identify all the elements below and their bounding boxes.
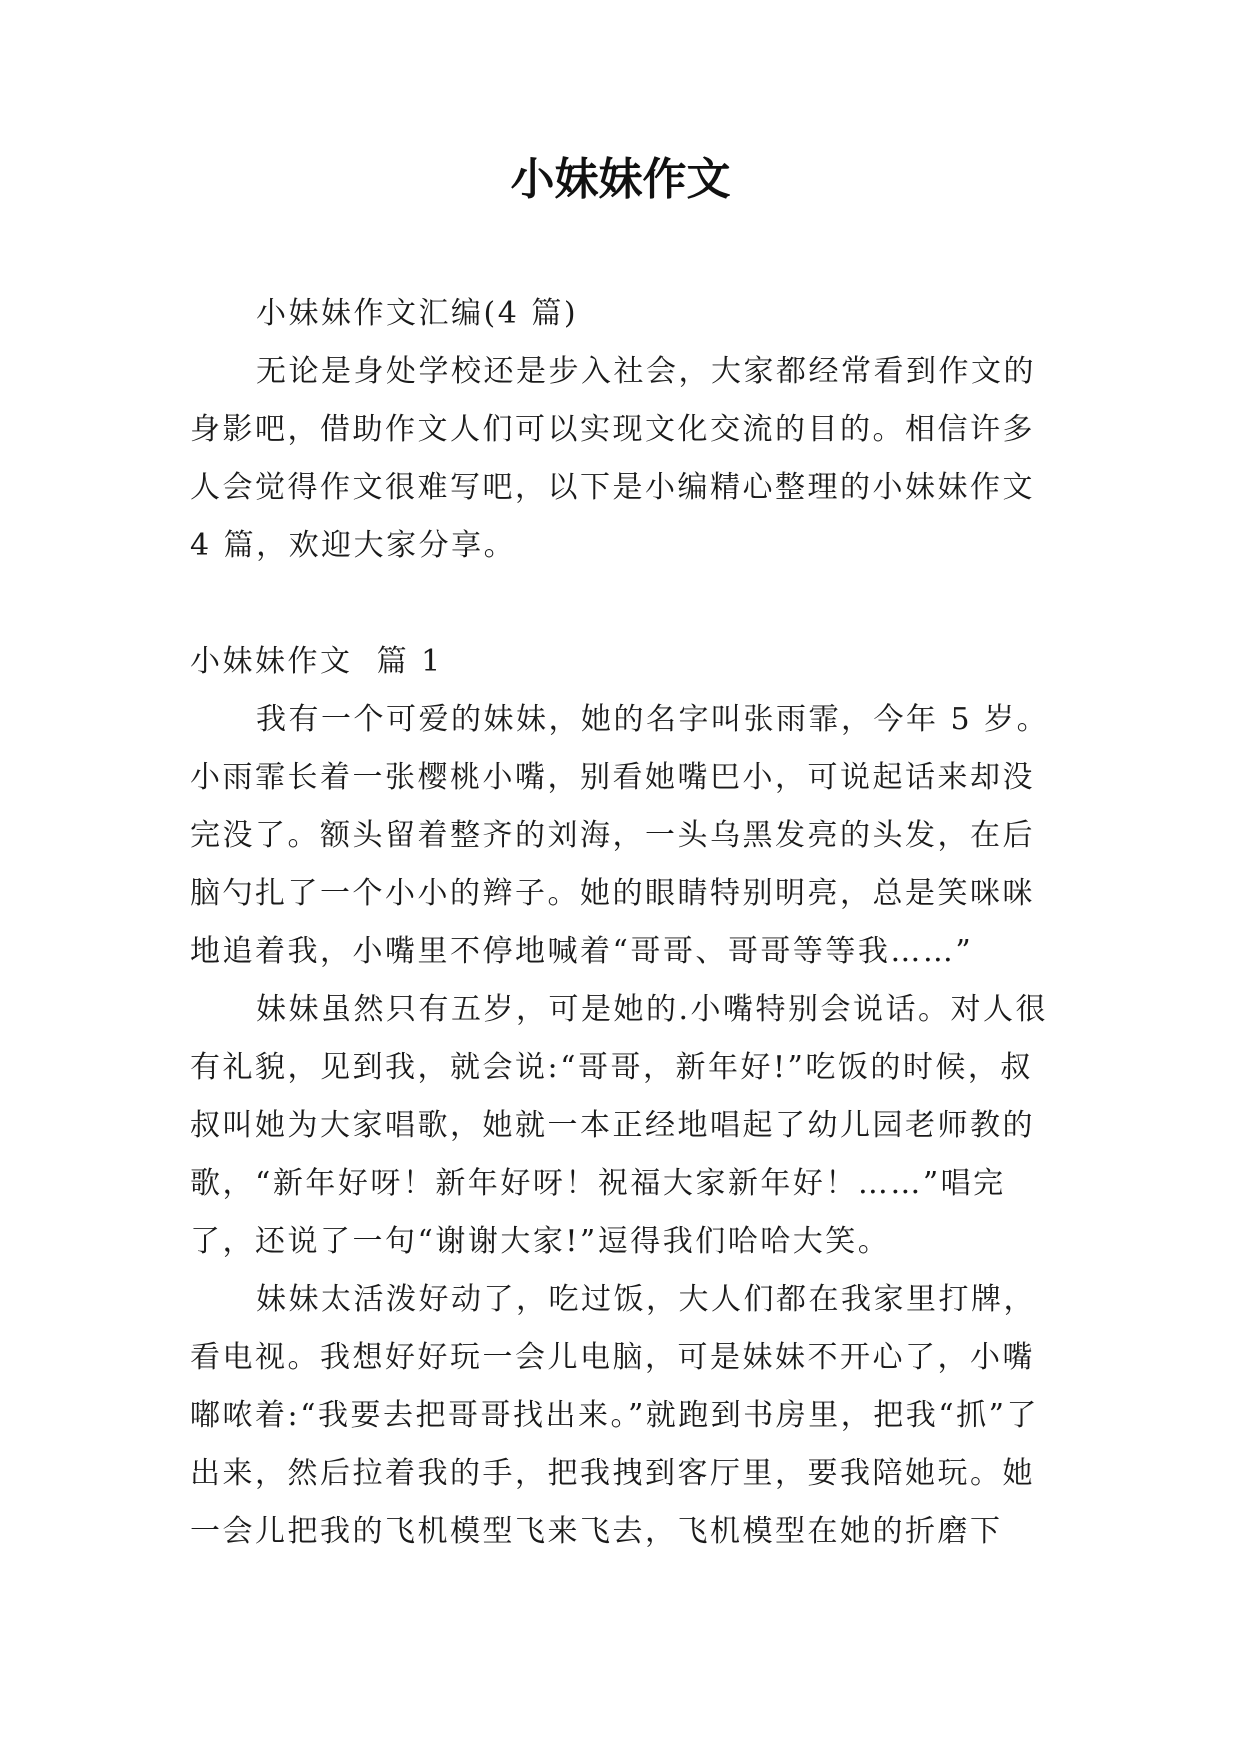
document-subtitle: 小妹妹作文汇编(4 篇) xyxy=(256,296,579,331)
section-paragraph: 我有一个可爱的妹妹，她的名字叫张雨霏，今年 5 岁。小雨霏长着一张樱桃小嘴，别看她嘴巴小，可说起话来却没完没了。额头留着整齐的刘海，一头乌黑发亮的头发，在后脑勺扎了一个小小的辫子。她的眼睛特别明亮，总是笑咪咪地追着我，小嘴里不停地喊着“哥哥、哥哥等等我……” xyxy=(190,702,1050,969)
intro-paragraph: 无论是身处学校还是步入社会，大家都经常看到作文的身影吧，借助作文人们可以实现文化交流的目的。相信许多人会觉得作文很难写吧，以下是小编精心整理的小妹妹作文 4 篇，欢迎大家分享。 xyxy=(190,354,1036,563)
section-paragraph: 妹妹虽然只有五岁，可是她的.小嘴特别会说话。对人很有礼貌，见到我，就会说:“哥哥，新年好!”吃饭的时候，叔叔叫她为大家唱歌，她就一本正经地唱起了幼儿园老师教的歌，“新年好呀！新年好呀！祝福大家新年好！……”唱完了，还说了一句“谢谢大家!”逗得我们哈哈大笑。 xyxy=(190,992,1049,1259)
section-paragraph: 妹妹太活泼好动了，吃过饭，大人们都在我家里打牌，看电视。我想好好玩一会儿电脑，可是妹妹不开心了，小嘴嘟哝着:“我要去把哥哥找出来。”就跑到书房里，把我“抓”了出来，然后拉着我的手，把我拽到客厅里，要我陪她玩。她一会儿把我的飞机模型飞来飞去，飞机模型在她的折磨下 xyxy=(190,1282,1039,1549)
section-heading: 小妹妹作文 篇 1 xyxy=(190,644,443,679)
document-title: 小妹妹作文 xyxy=(510,154,731,205)
document-body xyxy=(190,285,1050,1561)
